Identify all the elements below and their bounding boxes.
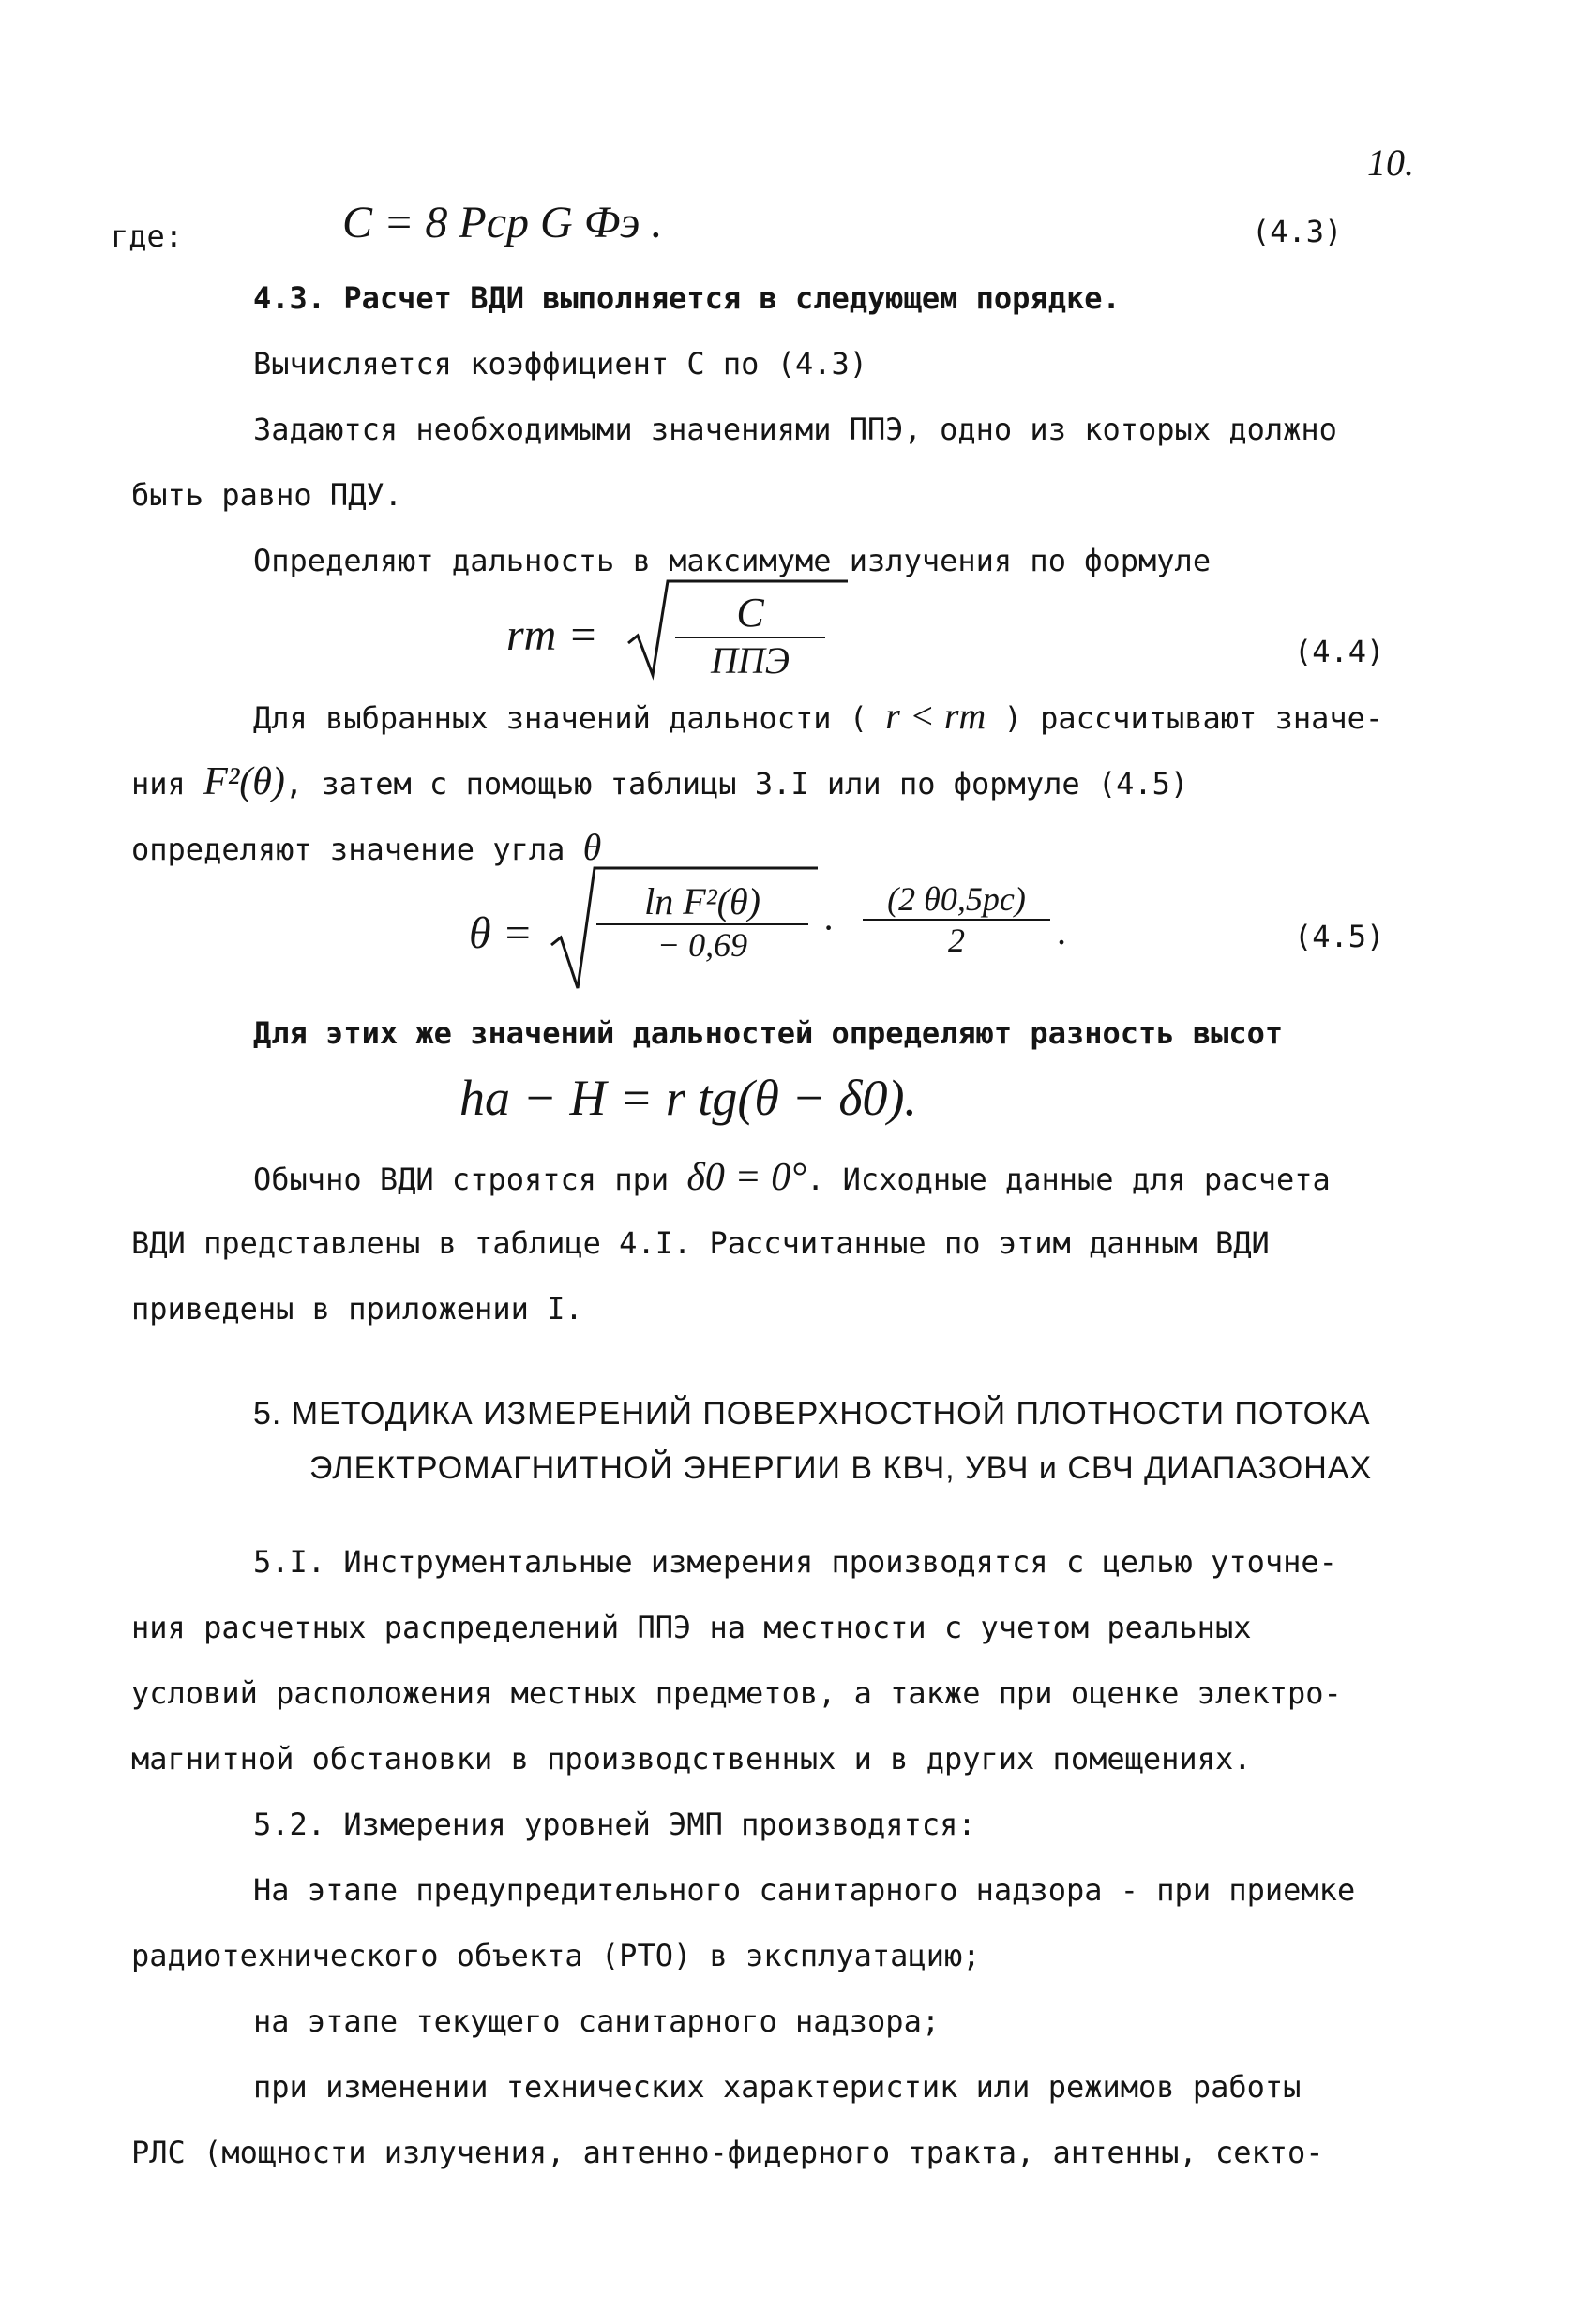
paragraph-5-2: 5.2. Измерения уровней ЭМП производятся: — [253, 1807, 976, 1842]
equation-height-difference: hа − H = r tg(θ − δ0). — [459, 1070, 917, 1126]
paragraph-heights: Для этих же значений дальностей определяют разность высот — [253, 1015, 1284, 1051]
paragraph-5-2-changes-line2: РЛС (мощности излучения, антенно-фидерного тракта, антенны, секто- — [131, 2135, 1324, 2170]
fraction-numerator: ln F²(θ) — [644, 880, 760, 922]
fraction-numerator: C — [736, 590, 764, 636]
paragraph-5-2-changes-line1: при изменении технических характеристик или режимов работы — [253, 2069, 1302, 2105]
inline-math: δ0 = 0° — [686, 1156, 807, 1199]
fraction-numerator: (2 θ0,5рс) — [887, 880, 1026, 918]
paragraph-set-values-line1: Задаются необходимыми значениями ППЭ, одно из которых должно — [253, 412, 1337, 447]
page-number: 10. — [1367, 142, 1414, 184]
fraction-denominator: − 0,69 — [656, 926, 748, 964]
section-5-heading-line2: ЭЛЕКТРОМАГНИТНОЙ ЭНЕРГИИ В КВЧ, УВЧ и СВЧ ДИАПАЗОНАХ — [309, 1450, 1373, 1486]
paragraph-coefficient: Вычисляется коэффициент С по (4.3) — [253, 346, 868, 382]
inline-math: r < rm — [885, 695, 986, 737]
paragraph-5-2-current: на этапе текущего санитарного надзора; — [253, 2003, 941, 2039]
equation-number: (4.5) — [1294, 919, 1385, 954]
inline-math: F²(θ) — [203, 760, 285, 803]
fraction — [675, 589, 825, 682]
paragraph-selected-line1: Для выбранных значений дальности ( r < rm ) рассчитывают значе- — [253, 695, 1384, 737]
paragraph-5-1-line3: условий расположения местных предметов, а также при оценке электро- — [131, 1675, 1342, 1711]
equation-number: (4.4) — [1294, 634, 1385, 669]
paragraph-table-line1: ВДИ представлены в таблице 4.I. Рассчитанные по этим данным ВДИ — [131, 1225, 1270, 1261]
equation-lhs: θ = — [469, 908, 533, 958]
equation-expression: C = 8 Pср G Фэ . — [342, 198, 663, 247]
paragraph-5-2-preventive-line2: радиотехнического объекта (РТО) в эксплуатацию; — [131, 1938, 981, 1973]
paragraph-set-values-line2: быть равно ПДУ. — [131, 477, 402, 513]
paragraph-5-2-preventive-line1: На этапе предупредительного санитарного надзора - при приемке — [253, 1872, 1356, 1908]
paragraph-4-3: 4.3. Расчет ВДИ выполняется в следующем порядке. — [253, 280, 1121, 316]
fraction-denominator: ППЭ — [711, 639, 790, 682]
paragraph-table-line2: приведены в приложении I. — [131, 1291, 583, 1327]
equation-prefix: где: — [111, 218, 184, 254]
fraction-beamwidth — [863, 879, 1050, 960]
inline-math: θ — [582, 826, 602, 868]
paragraph-selected-line2: ния F²(θ), затем с помощью таблицы 3.I или по формуле (4.5) — [131, 760, 1189, 803]
equation-lhs: rm = — [506, 610, 598, 660]
section-5-heading-line1: 5. МЕТОДИКА ИЗМЕРЕНИЙ ПОВЕРХНОСТНОЙ ПЛОТНОСТИ ПОТОКА — [253, 1396, 1371, 1432]
fraction-denominator: 2 — [948, 922, 965, 959]
paragraph-5-1-line1: 5.I. Инструментальные измерения производятся с целью уточне- — [253, 1544, 1337, 1580]
paragraph-usually: Обычно ВДИ строятся при δ0 = 0°. Исходные данные для расчета — [253, 1156, 1331, 1199]
paragraph-determine-range: Определяют дальность в максимуме излучения по формуле — [253, 543, 1212, 578]
paragraph-selected-line3: определяют значение угла θ — [131, 826, 602, 868]
fraction-log — [596, 879, 808, 965]
paragraph-5-1-line2: ния расчетных распределений ППЭ на местности с учетом реальных — [131, 1610, 1252, 1645]
paragraph-5-1-line4: магнитной обстановки в производственных и в других помещениях. — [131, 1741, 1252, 1777]
equation-number: (4.3) — [1252, 214, 1343, 249]
